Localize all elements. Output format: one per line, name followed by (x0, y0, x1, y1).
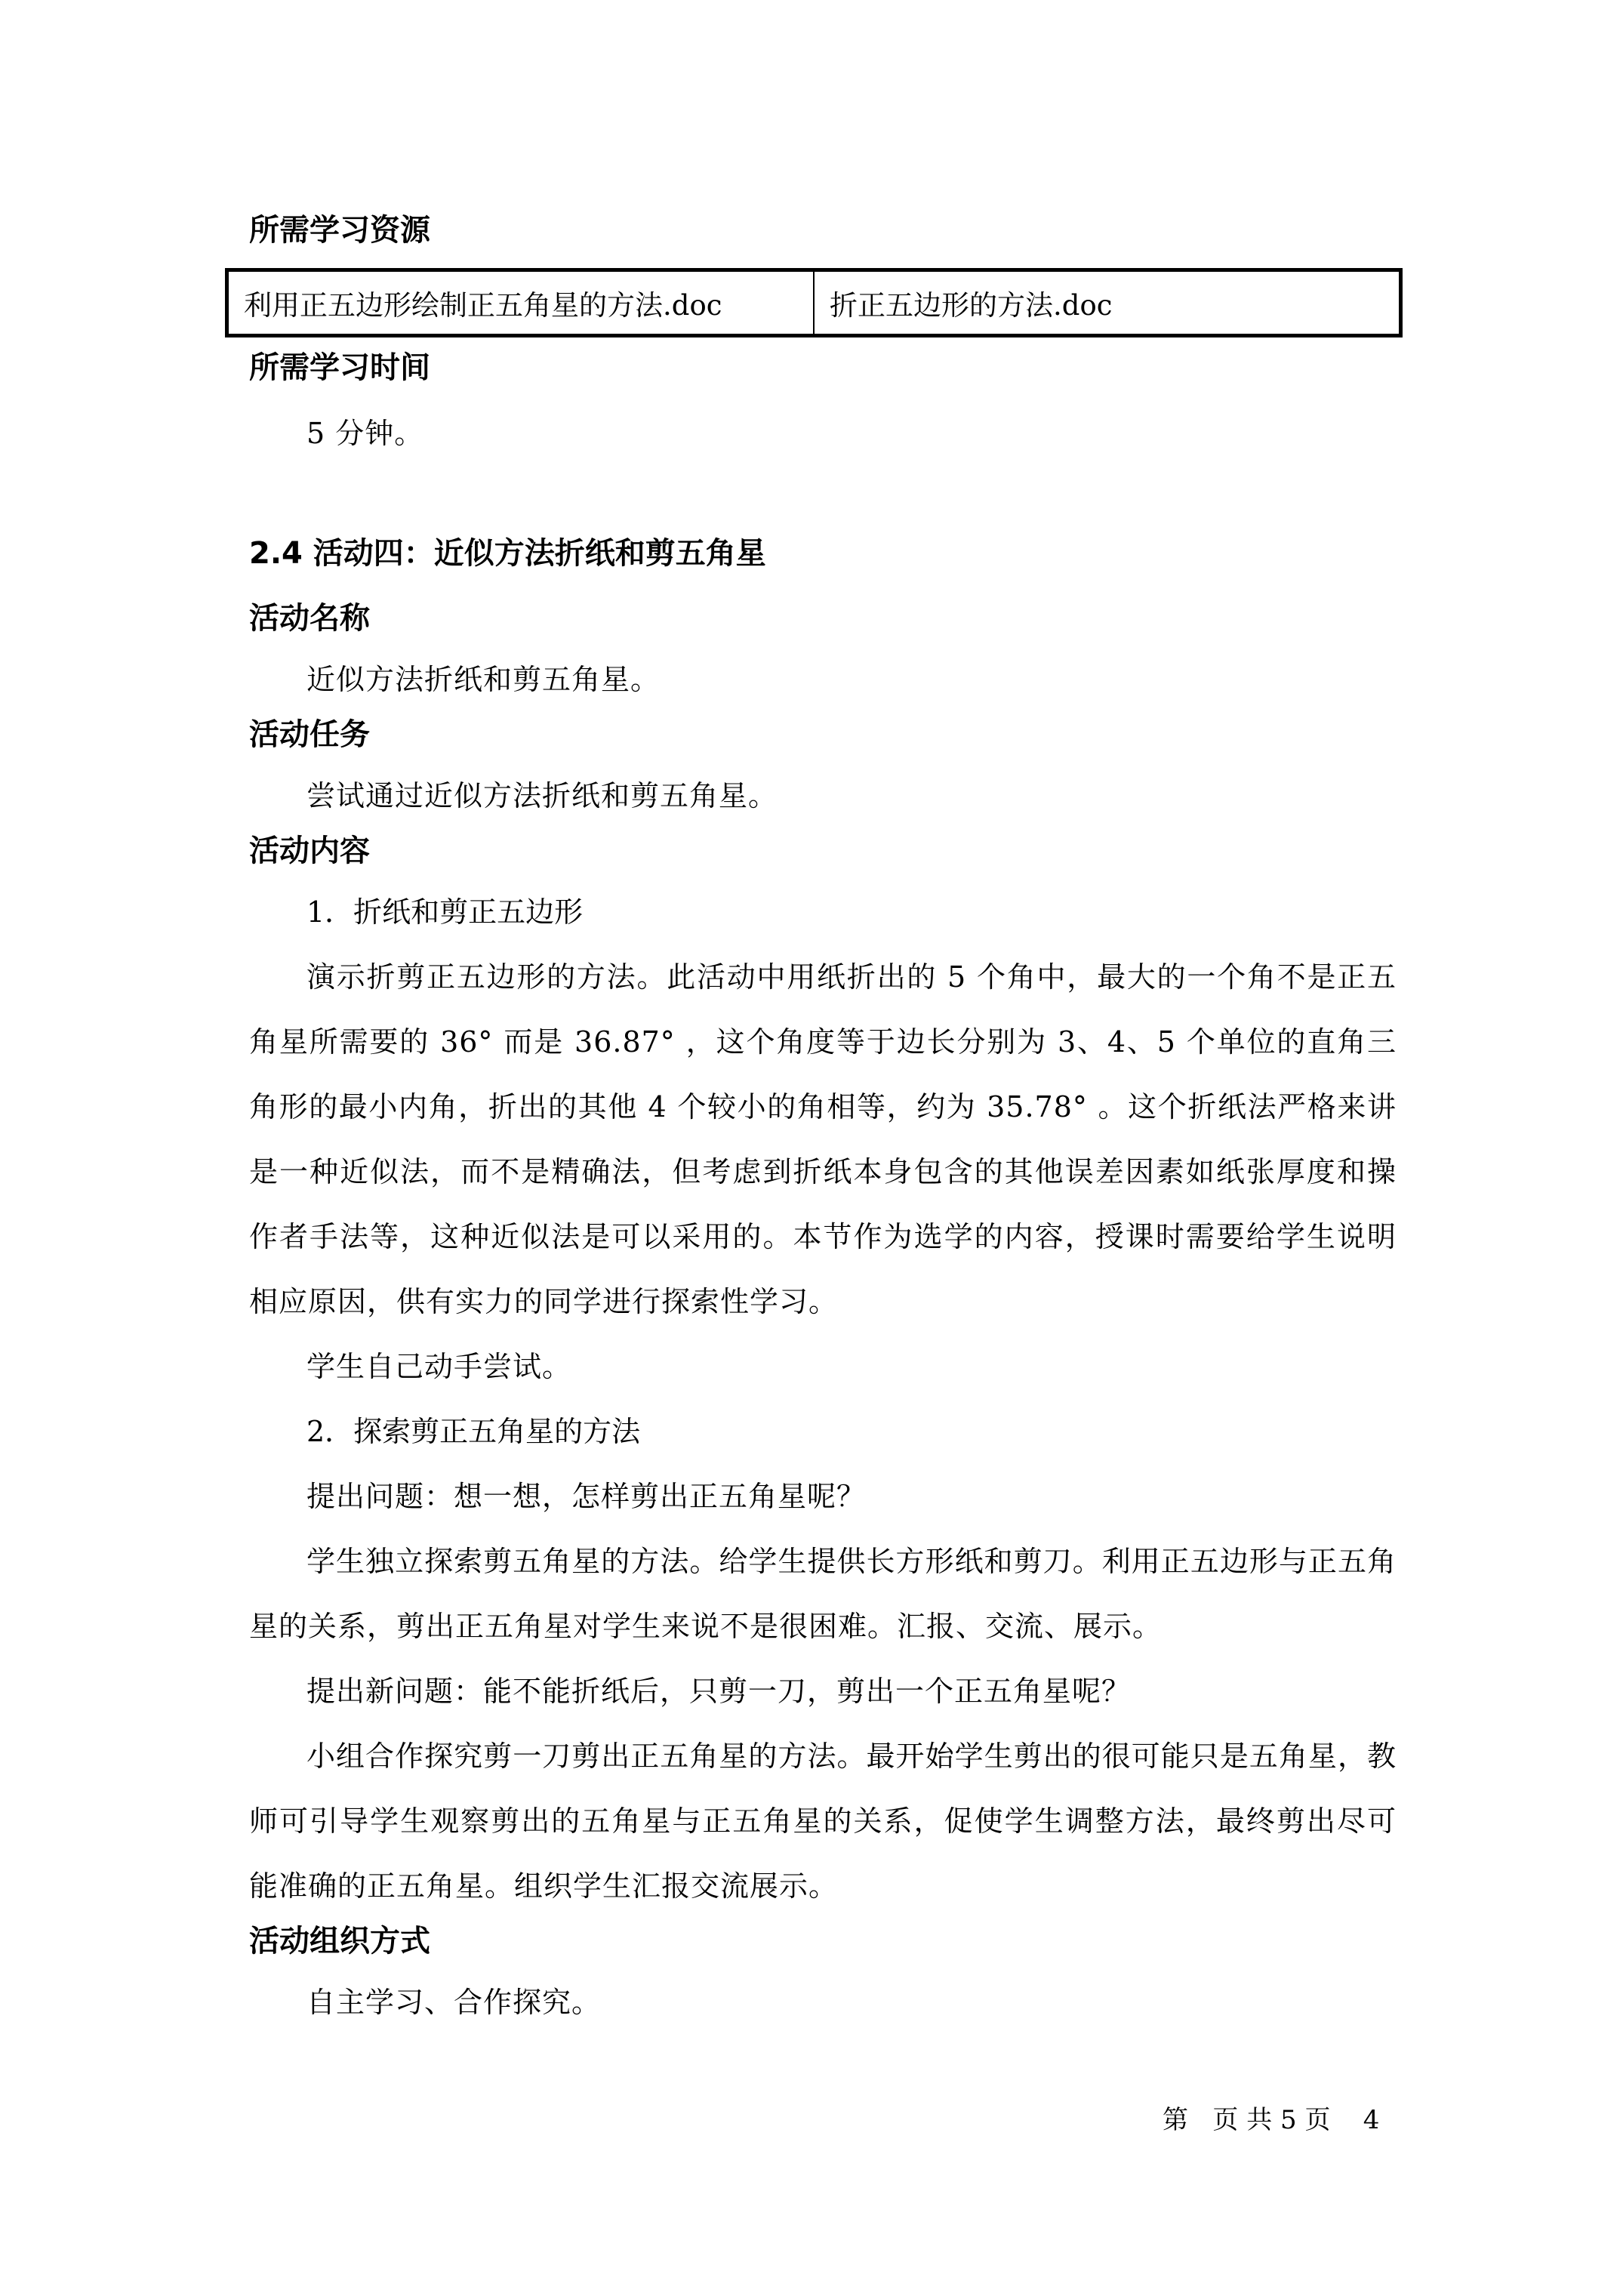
page-content (244, 208, 1397, 2035)
content-paragraph-1: 演示折剪正五边形的方法。此活动中用纸折出的 5 个角中，最大的一个角不是正五角星所需要的 36° 而是 36.87° ，这个角度等于边长分别为 3、4、5 个单位的直角三角形的最小内角，折出的其他 4 个较小的角相等，约为 35.78° 。这个折纸法严格来讲是一种近似法，而不是精确法，但考虑到折纸本身包含的其他误差因素如纸张厚度和操作者手法等，这种近似法是可以采用的。本节作为选学的内容，授课时需要给学生说明相应原因，供有实力的同学进行探索性学习。 (249, 960, 1397, 1318)
content-paragraph-2: 学生自己动手尝试。 (306, 1350, 572, 1383)
activity-org-value: 自主学习、合作探究。 (306, 1986, 602, 2019)
spacer (249, 466, 1397, 531)
activity-task-heading: 活动任务 (249, 717, 370, 752)
activity-org-heading: 活动组织方式 (249, 1924, 430, 1959)
content-paragraph-5: 提出新问题：能不能折纸后，只剪一刀，剪出一个正五角星呢？ (306, 1675, 1132, 1708)
activity-name-heading: 活动名称 (249, 601, 370, 636)
content-paragraph-3: 提出问题：想一想，怎样剪出正五角星呢？ (306, 1480, 867, 1513)
section-title: 2.4 活动四：近似方法折纸和剪五角星 (249, 536, 766, 571)
content-item-2: 2．探索剪正五角星的方法 (306, 1415, 641, 1448)
resources-heading: 所需学习资源 (249, 213, 430, 248)
activity-task-value: 尝试通过近似方法折纸和剪五角星。 (306, 779, 778, 812)
resource-link-fold-pentagon[interactable]: 折正五边形的方法.doc (814, 270, 1401, 336)
content-item-1: 1．折纸和剪正五边形 (306, 895, 584, 929)
time-value: 5 分钟。 (306, 417, 424, 450)
activity-content-heading: 活动内容 (249, 834, 370, 868)
resources-table (225, 268, 1403, 337)
activity-name-value: 近似方法折纸和剪五角星。 (306, 663, 661, 696)
time-heading: 所需学习时间 (249, 350, 430, 385)
content-paragraph-6: 小组合作探究剪一刀剪出正五角星的方法。最开始学生剪出的很可能只是五角星，教师可引导学生观察剪出的五角星与正五角星的关系，促使学生调整方法，最终剪出尽可能准确的正五角星。组织学生汇报交流展示。 (249, 1740, 1397, 1903)
content-paragraph-4: 学生独立探索剪五角星的方法。给学生提供长方形纸和剪刀。利用正五边形与正五角星的关系，剪出正五角星对学生来说不是很困难。汇报、交流、展示。 (249, 1545, 1397, 1643)
resource-link-pentagram-method[interactable]: 利用正五边形绘制正五角星的方法.doc (244, 289, 722, 322)
page-footer: 第 页 共 5 页 4 (1163, 2105, 1380, 2135)
